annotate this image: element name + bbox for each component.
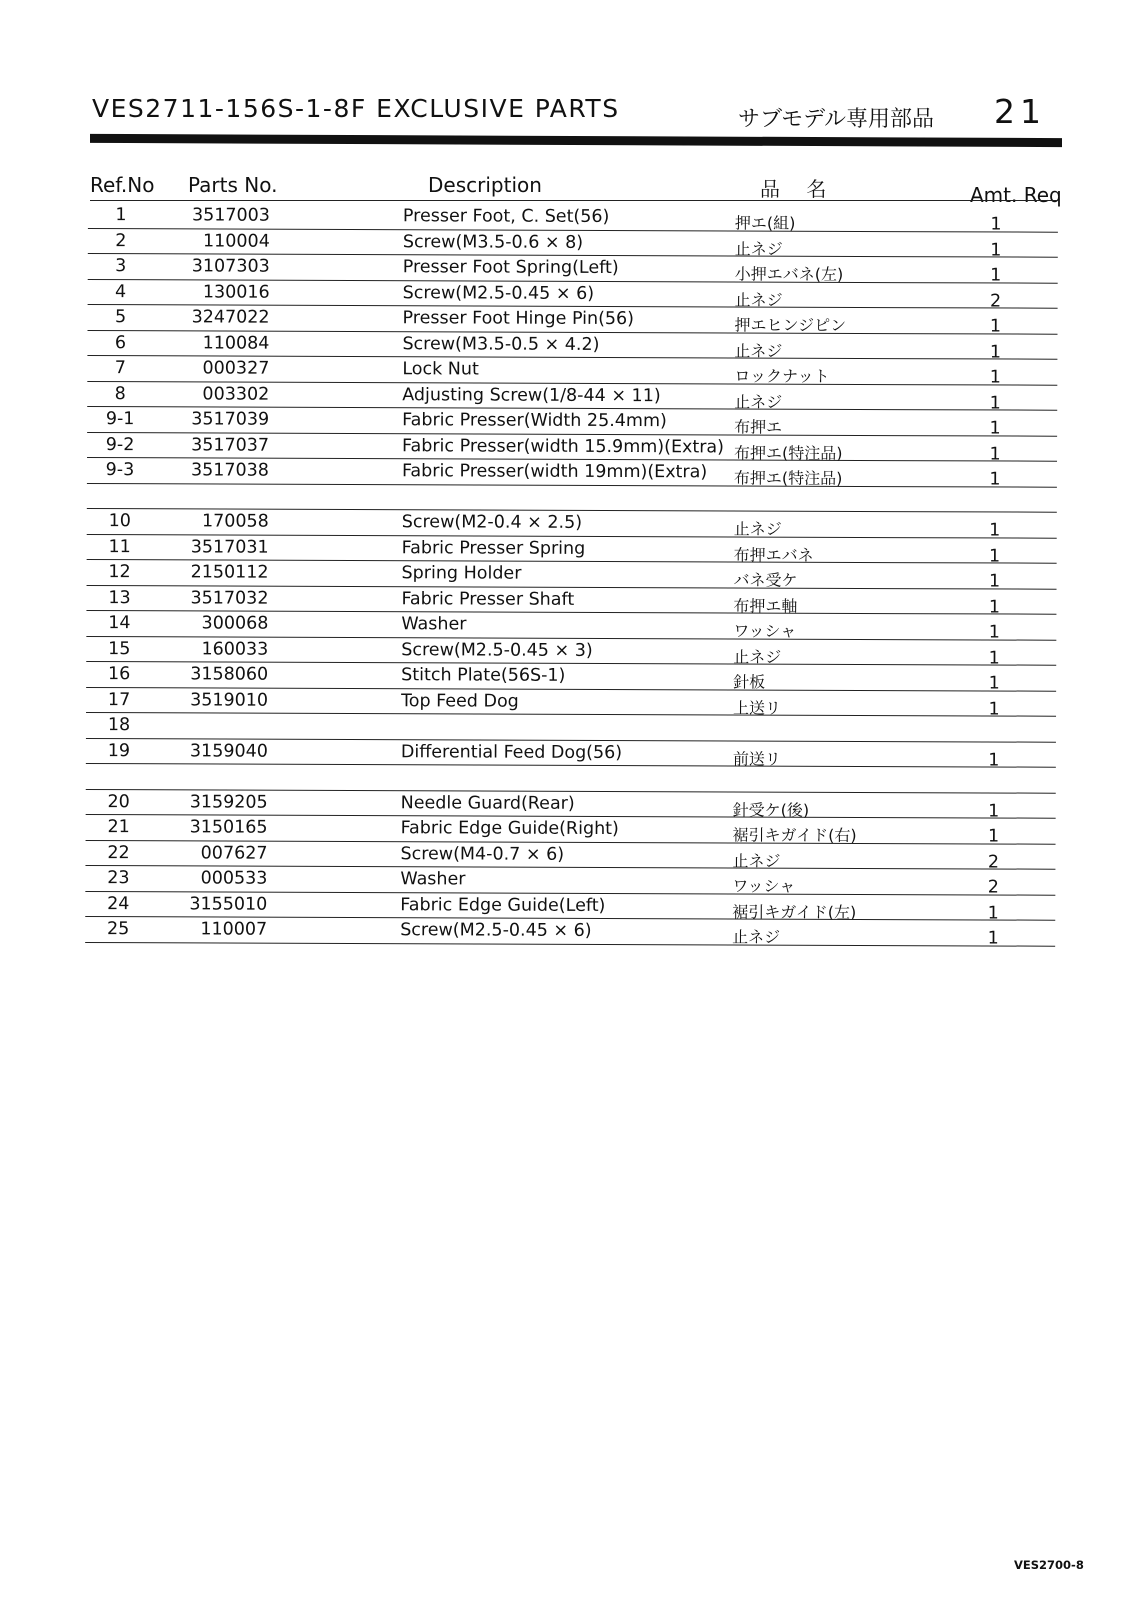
japanese-name-cell: バネ受ケ xyxy=(733,570,798,590)
japanese-name-cell: 止ネジ xyxy=(734,289,783,310)
description-cell: Needle Guard(Rear) xyxy=(400,792,575,814)
parts-no-cell: 3159205 xyxy=(189,791,268,813)
japanese-name-cell: 布押エ xyxy=(734,417,783,437)
table-row xyxy=(89,330,1064,362)
table-row xyxy=(89,560,1064,592)
japanese-name-cell: 裾引キガイド(左) xyxy=(732,901,857,922)
japanese-name-cell: ロックナット xyxy=(734,366,830,386)
description-cell: Fabric Presser Spring xyxy=(401,537,586,559)
parts-no-cell: 110004 xyxy=(203,230,270,252)
description-cell: Adjusting Screw(1/8-44 × 11) xyxy=(402,384,661,406)
japanese-name-cell: 布押エバネ xyxy=(733,544,814,565)
ref-no-cell: 20 xyxy=(107,791,130,812)
description-cell: Lock Nut xyxy=(402,359,479,380)
table-row xyxy=(89,509,1064,541)
row-rule xyxy=(85,941,1055,946)
description-cell: Top Feed Dog xyxy=(401,690,519,712)
amount-cell: 1 xyxy=(988,596,1001,617)
table-row xyxy=(88,662,1063,694)
japanese-name-cell: 止ネジ xyxy=(733,646,782,667)
amount-cell: 1 xyxy=(989,443,1001,464)
table-separator xyxy=(88,764,1063,793)
description-cell: Washer xyxy=(401,614,467,635)
description-cell: Presser Foot, C. Set(56) xyxy=(402,206,610,227)
japanese-name-cell: 前送リ xyxy=(732,748,781,769)
japanese-name-cell: 押エヒンジピン xyxy=(734,315,847,335)
parts-no-cell: 130016 xyxy=(202,281,270,303)
table-row xyxy=(88,687,1063,719)
amount-cell: 1 xyxy=(988,571,1001,592)
table-row xyxy=(89,534,1064,566)
amount-cell: 1 xyxy=(990,239,1002,260)
ref-no-cell: 5 xyxy=(114,307,127,328)
japanese-name-cell: 止ネジ xyxy=(732,927,781,947)
table-row xyxy=(88,636,1063,668)
table-row xyxy=(87,917,1062,949)
japanese-name-cell: 押エ(組) xyxy=(734,213,796,233)
ref-no-cell: 6 xyxy=(114,332,127,353)
japanese-name-cell: 布押エ(特注品) xyxy=(734,442,843,463)
japanese-name-cell: ワッシャ xyxy=(732,876,796,896)
parts-no-cell: 3517031 xyxy=(190,536,269,558)
amount-cell: 2 xyxy=(987,877,999,898)
parts-no-cell: 2150112 xyxy=(190,562,269,583)
column-header-amount-required: Amt. Req xyxy=(970,183,1062,207)
description-cell: Screw(M2.5-0.45 × 6) xyxy=(400,920,592,941)
description-cell: Fabric Edge Guide(Right) xyxy=(400,818,619,840)
japanese-name-cell: 止ネジ xyxy=(732,850,781,871)
japanese-name-cell: 布押エ(特注品) xyxy=(733,468,843,488)
ref-no-cell: 21 xyxy=(107,817,130,838)
japanese-name-cell: ワッシャ xyxy=(733,621,797,641)
parts-no-cell: 003302 xyxy=(202,383,270,405)
ref-no-cell: 3 xyxy=(115,256,127,277)
description-cell: Fabric Presser(width 15.9mm)(Extra) xyxy=(402,435,725,457)
parts-no-cell: 3517003 xyxy=(191,205,270,226)
parts-no-cell: 160033 xyxy=(201,638,269,660)
ref-no-cell: 16 xyxy=(108,664,131,685)
description-cell: Screw(M3.5-0.6 × 8) xyxy=(402,231,584,253)
parts-no-cell: 3159040 xyxy=(189,740,268,762)
amount-cell: 1 xyxy=(989,392,1001,413)
table-row xyxy=(89,407,1064,439)
parts-no-cell: 3517038 xyxy=(190,460,270,481)
table-row xyxy=(88,585,1063,617)
footer-code: VES2700-8 xyxy=(1014,1558,1084,1572)
table-row xyxy=(90,228,1065,260)
ref-no-cell: 13 xyxy=(108,587,131,608)
table-row xyxy=(89,458,1064,490)
description-cell: Screw(M3.5-0.5 × 4.2) xyxy=(402,333,600,355)
ref-no-cell: 4 xyxy=(115,281,127,302)
parts-no-cell: 3519010 xyxy=(190,689,269,711)
description-cell: Fabric Presser(width 19mm)(Extra) xyxy=(401,461,708,483)
parts-no-cell: 000533 xyxy=(200,868,268,889)
description-cell: Presser Foot Spring(Left) xyxy=(402,257,619,279)
description-cell: Screw(M2.5-0.45 × 6) xyxy=(402,282,595,304)
japanese-name-cell: 止ネジ xyxy=(734,238,783,259)
header-underline xyxy=(90,200,1058,201)
ref-no-cell: 17 xyxy=(107,689,131,710)
japanese-name-cell: 針板 xyxy=(733,672,766,692)
description-cell: Fabric Presser Shaft xyxy=(401,588,575,610)
ref-no-cell: 15 xyxy=(108,638,131,659)
ref-no-cell: 24 xyxy=(107,893,130,914)
table-row xyxy=(90,305,1065,337)
ref-no-cell: 8 xyxy=(114,383,126,404)
amount-cell: 1 xyxy=(987,826,1000,847)
amount-cell: 1 xyxy=(988,749,1000,770)
ref-no-cell: 9-1 xyxy=(105,409,135,430)
column-header-ref-no: Ref.No xyxy=(90,173,155,197)
ref-no-cell: 12 xyxy=(108,562,131,583)
header-rule xyxy=(90,134,1062,147)
japanese-name-cell: 止ネジ xyxy=(734,391,783,412)
description-cell: Presser Foot Hinge Pin(56) xyxy=(402,308,635,330)
ref-no-cell: 9-2 xyxy=(105,434,135,455)
parts-no-cell: 3155010 xyxy=(189,893,268,915)
parts-table xyxy=(87,203,1065,949)
description-cell: Fabric Edge Guide(Left) xyxy=(400,894,606,916)
amount-cell: 1 xyxy=(989,367,1001,388)
page-title: VES2711-156S-1-8F EXCLUSIVE PARTS xyxy=(92,94,620,123)
parts-no-cell: 3150165 xyxy=(189,817,268,838)
parts-no-cell: 3247022 xyxy=(191,307,270,328)
japanese-name-cell: 止ネジ xyxy=(734,340,783,361)
table-row xyxy=(88,611,1063,643)
amount-cell: 1 xyxy=(990,214,1002,235)
amount-cell: 1 xyxy=(990,265,1002,286)
parts-no-cell: 170058 xyxy=(201,511,269,532)
japanese-name-cell: 上送リ xyxy=(733,697,782,718)
parts-no-cell: 110084 xyxy=(202,332,270,354)
amount-cell: 1 xyxy=(988,800,1000,821)
amount-cell: 1 xyxy=(989,341,1002,362)
table-row xyxy=(87,840,1062,872)
japanese-name-cell: 小押エバネ(左) xyxy=(734,264,844,284)
amount-cell: 1 xyxy=(989,418,1001,439)
table-row xyxy=(88,738,1063,770)
ref-no-cell: 22 xyxy=(107,842,130,863)
parts-no-cell: 000327 xyxy=(202,358,270,379)
ref-no-cell: 1 xyxy=(115,205,127,226)
table-row xyxy=(89,356,1064,388)
japanese-name-cell: 針受ケ(後) xyxy=(732,799,810,820)
page-title-japanese: サブモデル専用部品 xyxy=(738,107,935,132)
description-cell: Screw(M4-0.7 × 6) xyxy=(400,843,565,865)
ref-no-cell: 25 xyxy=(107,919,130,940)
parts-no-cell: 3107303 xyxy=(191,256,270,277)
description-cell: Fabric Presser(Width 25.4mm) xyxy=(402,410,667,432)
column-header-description: Description xyxy=(428,173,542,197)
japanese-name-cell: 裾引キガイド(右) xyxy=(732,825,857,845)
amount-cell: 1 xyxy=(988,673,1000,694)
ref-no-cell: 18 xyxy=(107,715,131,736)
table-row xyxy=(90,254,1065,286)
amount-cell: 2 xyxy=(990,290,1002,311)
ref-no-cell: 11 xyxy=(108,536,131,557)
parts-no-cell: 3517037 xyxy=(191,434,270,456)
page-number: 21 xyxy=(994,92,1046,131)
parts-no-cell: 3158060 xyxy=(190,664,269,685)
ref-no-cell: 9-3 xyxy=(105,460,135,481)
table-row xyxy=(87,891,1062,923)
amount-cell: 1 xyxy=(987,902,999,923)
amount-cell: 1 xyxy=(988,622,1000,643)
amount-cell: 1 xyxy=(989,520,1001,541)
table-row xyxy=(90,279,1065,311)
description-cell: Stitch Plate(56S-1) xyxy=(401,665,566,686)
parts-no-cell: 007627 xyxy=(200,842,268,864)
ref-no-cell: 14 xyxy=(108,613,131,634)
table-row xyxy=(88,713,1063,742)
table-row xyxy=(88,815,1063,847)
description-cell: Washer xyxy=(400,869,466,890)
column-header-japanese-name: 品 名 xyxy=(760,177,837,201)
parts-no-cell: 300068 xyxy=(201,613,269,634)
amount-cell: 2 xyxy=(987,851,1000,872)
description-cell: Spring Holder xyxy=(401,563,522,584)
table-separator xyxy=(89,483,1064,512)
description-cell: Screw(M2.5-0.45 × 3) xyxy=(401,639,593,661)
parts-no-cell: 3517039 xyxy=(191,409,270,430)
table-row xyxy=(89,432,1064,464)
ref-no-cell: 23 xyxy=(107,868,130,889)
table-row xyxy=(89,381,1064,413)
column-header-parts-no: Parts No. xyxy=(188,173,278,197)
japanese-name-cell: 止ネジ xyxy=(733,519,782,539)
parts-no-cell: 110007 xyxy=(200,919,268,940)
ref-no-cell: 19 xyxy=(107,740,131,761)
description-cell: Differential Feed Dog(56) xyxy=(400,741,623,763)
amount-cell: 1 xyxy=(989,316,1002,337)
table-row xyxy=(87,866,1062,898)
amount-cell: 1 xyxy=(989,469,1001,490)
ref-no-cell: 2 xyxy=(115,230,127,251)
amount-cell: 1 xyxy=(988,647,1000,668)
amount-cell: 1 xyxy=(989,545,1001,566)
amount-cell: 1 xyxy=(987,928,999,949)
table-row xyxy=(90,203,1065,235)
table-row xyxy=(88,789,1063,821)
japanese-name-cell: 布押エ軸 xyxy=(733,595,798,616)
parts-no-cell: 3517032 xyxy=(190,587,269,609)
description-cell: Screw(M2-0.4 × 2.5) xyxy=(401,512,583,533)
ref-no-cell: 10 xyxy=(108,511,131,532)
amount-cell: 1 xyxy=(988,698,1000,719)
ref-no-cell: 7 xyxy=(114,358,126,379)
